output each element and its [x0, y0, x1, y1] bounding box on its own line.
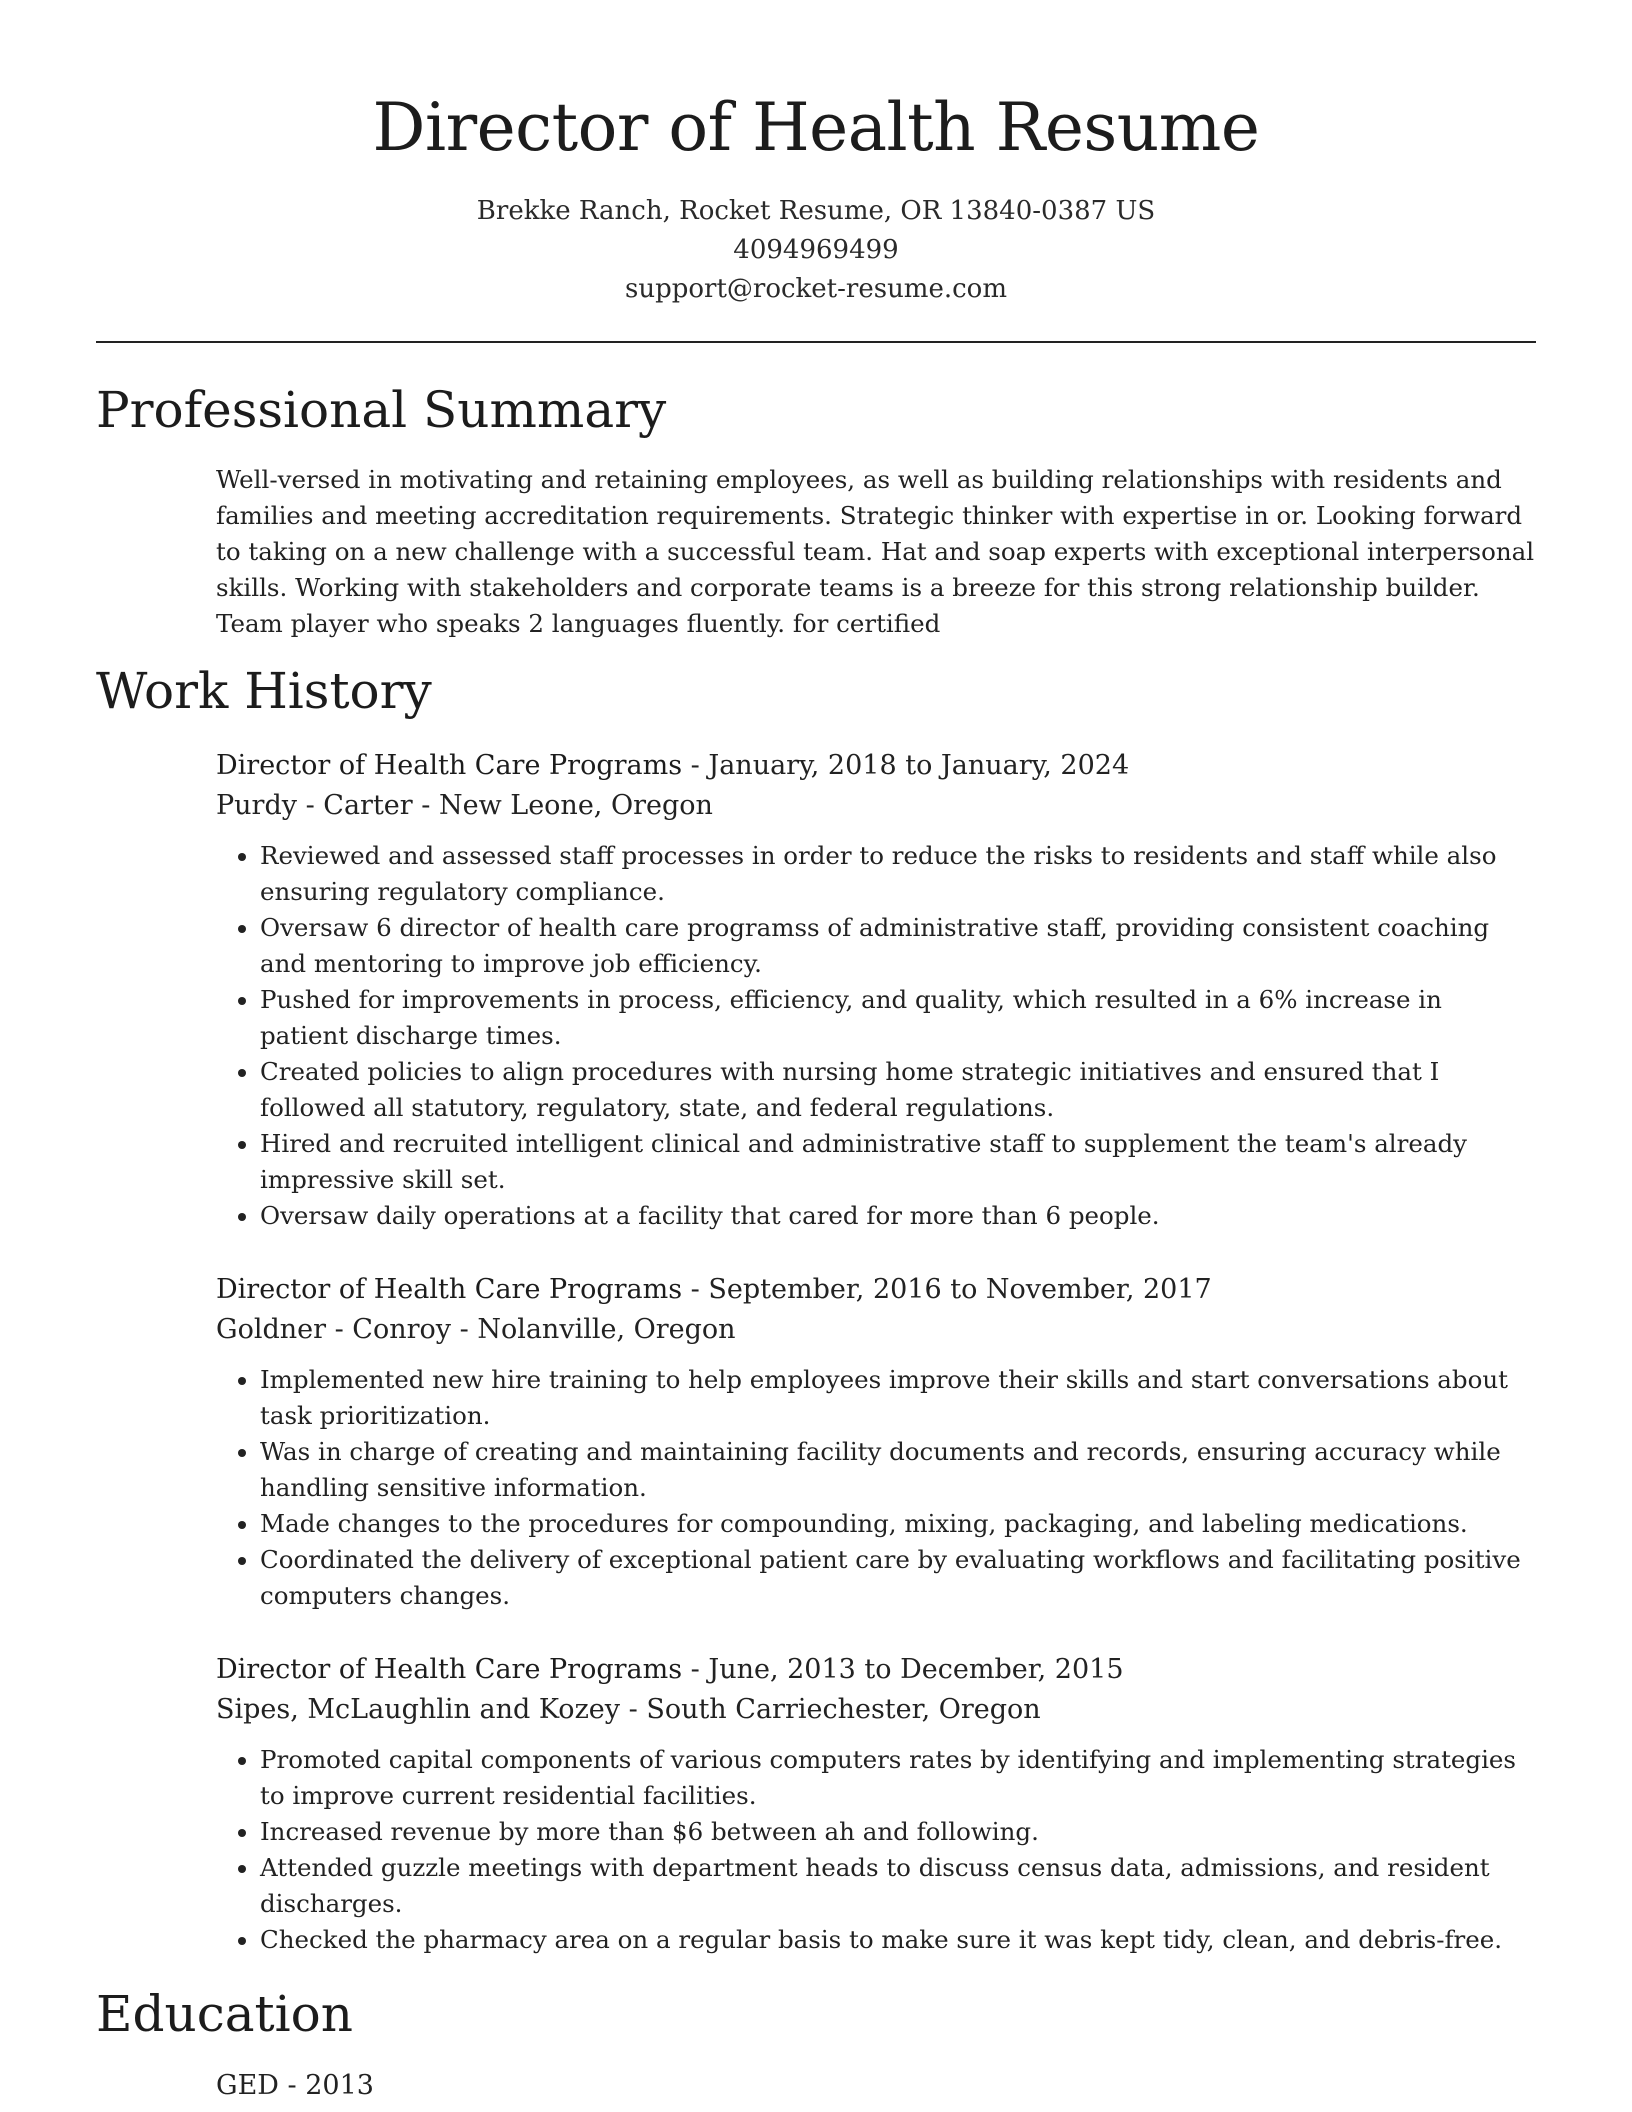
job-entry: [216, 1650, 1536, 1958]
job-location: - Nolanville, Oregon: [451, 1314, 736, 1345]
contact-email: support@rocket-resume.com: [624, 274, 1007, 304]
job-role: Director of Health Care Programs: [216, 750, 683, 781]
job-bullets: [216, 838, 1536, 1234]
resume-header: [0, 82, 1632, 309]
education-entry: GED - 2013: [216, 2070, 374, 2101]
contact-address: Brekke Ranch, Rocket Resume, OR 13840-0387 US: [476, 196, 1156, 226]
job-bullet: • Promoted capital components of various computers rates by identifying and implementing strategies to improve current residential facilities.: [260, 1742, 1536, 1814]
job-dates: - June, 2013 to December, 2015: [682, 1654, 1124, 1685]
job-role: Director of Health Care Programs: [216, 1654, 683, 1685]
job-company-line: [216, 786, 1536, 826]
job-bullet: • Implemented new hire training to help employees improve their skills and start conversations about task prioritization.: [260, 1362, 1536, 1434]
work-history-heading: Work History: [96, 662, 432, 720]
job-role: Director of Health Care Programs: [216, 1274, 683, 1305]
job-bullet: • Oversaw 6 director of health care programss of administrative staff, providing consistent coaching and mentoring to improve job efficiency.: [260, 910, 1536, 982]
education-heading: Education: [96, 1985, 353, 2043]
job-bullet: • Pushed for improvements in process, efficiency, and quality, which resulted in a 6% increase in patient discharge times.: [260, 982, 1536, 1054]
resume-title: Director of Health Resume: [372, 89, 1260, 166]
job-title-line: [216, 1650, 1536, 1690]
contact-phone: 4094969499: [733, 235, 899, 265]
summary-text: Well-versed in motivating and retaining employees, as well as building relationships with residents and families and meeting accreditation requirements. Strategic thinker with expertise in or. Looking forward to taking on a new challenge with a successful team. Hat and soap experts with exceptional interpersonal skills. Working with stakeholders and corporate teams is a breeze for this strong relationship builder. Team player who speaks 2 languages fluently. for certified: [216, 465, 1535, 638]
job-bullet: • Was in charge of creating and maintaining facility documents and records, ensuring accuracy while handling sensitive information.: [260, 1434, 1536, 1506]
job-bullet: • Increased revenue by more than $6 between ah and following.: [260, 1814, 1536, 1850]
job-bullet: • Oversaw daily operations at a facility that cared for more than 6 people.: [260, 1198, 1536, 1234]
job-title-line: [216, 1270, 1536, 1310]
header-divider: [96, 341, 1536, 343]
job-entry: [216, 746, 1536, 1234]
job-bullet: • Attended guzzle meetings with department heads to discuss census data, admissions, and resident discharges.: [260, 1850, 1536, 1922]
job-company-line: [216, 1310, 1536, 1350]
job-dates: - September, 2016 to November, 2017: [682, 1274, 1212, 1305]
job-company-line: [216, 1690, 1536, 1730]
job-company: Purdy - Carter: [216, 790, 413, 821]
job-bullet: • Created policies to align procedures with nursing home strategic initiatives and ensured that I followed all statutory, regulatory, state, and federal regulations.: [260, 1054, 1536, 1126]
contact-block: [0, 192, 1632, 309]
job-bullet: • Hired and recruited intelligent clinical and administrative staff to supplement the team's already impressive skill set.: [260, 1126, 1536, 1198]
job-bullet: • Checked the pharmacy area on a regular basis to make sure it was kept tidy, clean, and debris-free.: [260, 1922, 1536, 1958]
job-location: - South Carriechester, Oregon: [620, 1694, 1041, 1725]
job-company: Goldner - Conroy: [216, 1314, 452, 1345]
job-bullet: • Coordinated the delivery of exceptional patient care by evaluating workflows and facilitating positive computers changes.: [260, 1542, 1536, 1614]
job-bullets: [216, 1362, 1536, 1614]
job-entry: [216, 1270, 1536, 1614]
job-location: - New Leone, Oregon: [412, 790, 713, 821]
job-company: Sipes, McLaughlin and Kozey: [216, 1694, 621, 1725]
summary-heading: Professional Summary: [96, 381, 667, 439]
job-dates: - January, 2018 to January, 2024: [682, 750, 1130, 781]
job-bullet: • Made changes to the procedures for compounding, mixing, packaging, and labeling medications.: [260, 1506, 1536, 1542]
job-title-line: [216, 746, 1536, 786]
job-bullet: • Reviewed and assessed staff processes in order to reduce the risks to residents and staff while also ensuring regulatory compliance.: [260, 838, 1536, 910]
job-bullets: [216, 1742, 1536, 1958]
